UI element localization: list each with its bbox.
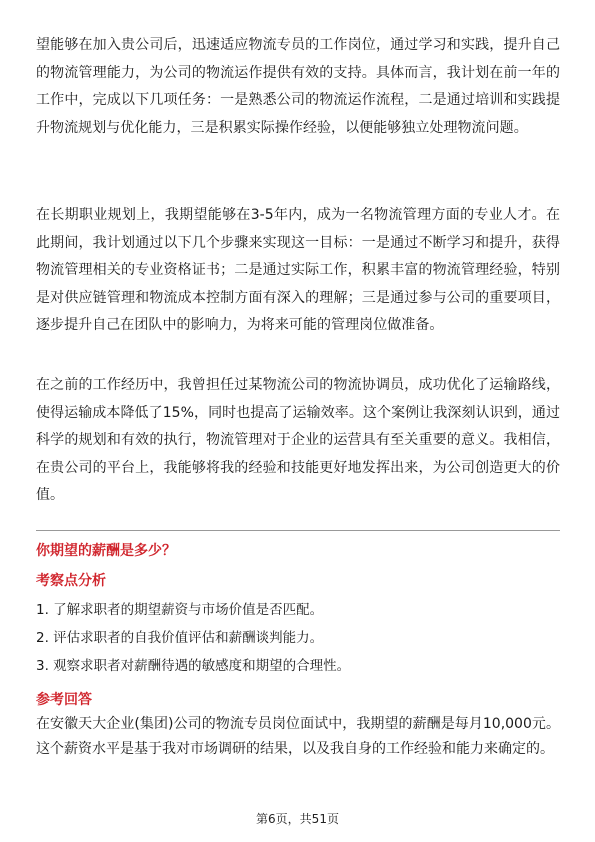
list-item: 2. 评估求职者的自我价值评估和薪酬谈判能力。 bbox=[36, 630, 324, 646]
answer-heading: 参考回答 bbox=[36, 692, 92, 708]
list-item: 1. 了解求职者的期望薪资与市场价值是否匹配。 bbox=[36, 602, 324, 618]
section-divider bbox=[36, 530, 560, 531]
paragraph-experience: 在之前的工作经历中，我曾担任过某物流公司的物流协调员，成功优化了运输路线，使得运输成本降低了15%，同时也提高了运输效率。这个案例让我深刻认识到，通过科学的规划和有效的执行，物流管理对于企业的运营具有至关重要的意义。我相信，在贵公司的平台上，我能够将我的经验和技能更好地发挥出来，为公司创造更大的价值。 bbox=[36, 377, 560, 503]
paragraph-long-term-plan: 在长期职业规划上，我期望能够在3-5年内，成为一名物流管理方面的专业人才。在此期间，我计划通过以下几个步骤来实现这一目标：一是通过不断学习和提升，获得物流管理相关的专业资格证书；二是通过实际工作，积累丰富的物流管理经验，特别是对供应链管理和物流成本控制方面有深入的理解；三是通过参与公司的重要项目，逐步提升自己在团队中的影响力，为将来可能的管理岗位做准备。 bbox=[36, 207, 560, 333]
analysis-heading: 考察点分析 bbox=[36, 573, 106, 589]
paragraph-short-term-plan: 望能够在加入贵公司后，迅速适应物流专员的工作岗位，通过学习和实践，提升自己的物流管理能力，为公司的物流运作提供有效的支持。具体而言，我计划在前一年的工作中，完成以下几项任务：一是熟悉公司的物流运作流程，二是通过培训和实践提升物流规划与优化能力，三是积累实际操作经验，以便能够独立处理物流问题。 bbox=[36, 37, 560, 136]
answer-text: 在安徽天大企业(集团)公司的物流专员岗位面试中，我期望的薪酬是每月10,000元。这个薪资水平是基于我对市场调研的结果，以及我自身的工作经验和能力来确定的。 bbox=[36, 716, 560, 757]
question-title: 你期望的薪酬是多少？ bbox=[36, 543, 176, 559]
list-item: 3. 观察求职者对薪酬待遇的敏感度和期望的合理性。 bbox=[36, 658, 351, 674]
page-number: 第6页，共51页 bbox=[256, 812, 339, 826]
